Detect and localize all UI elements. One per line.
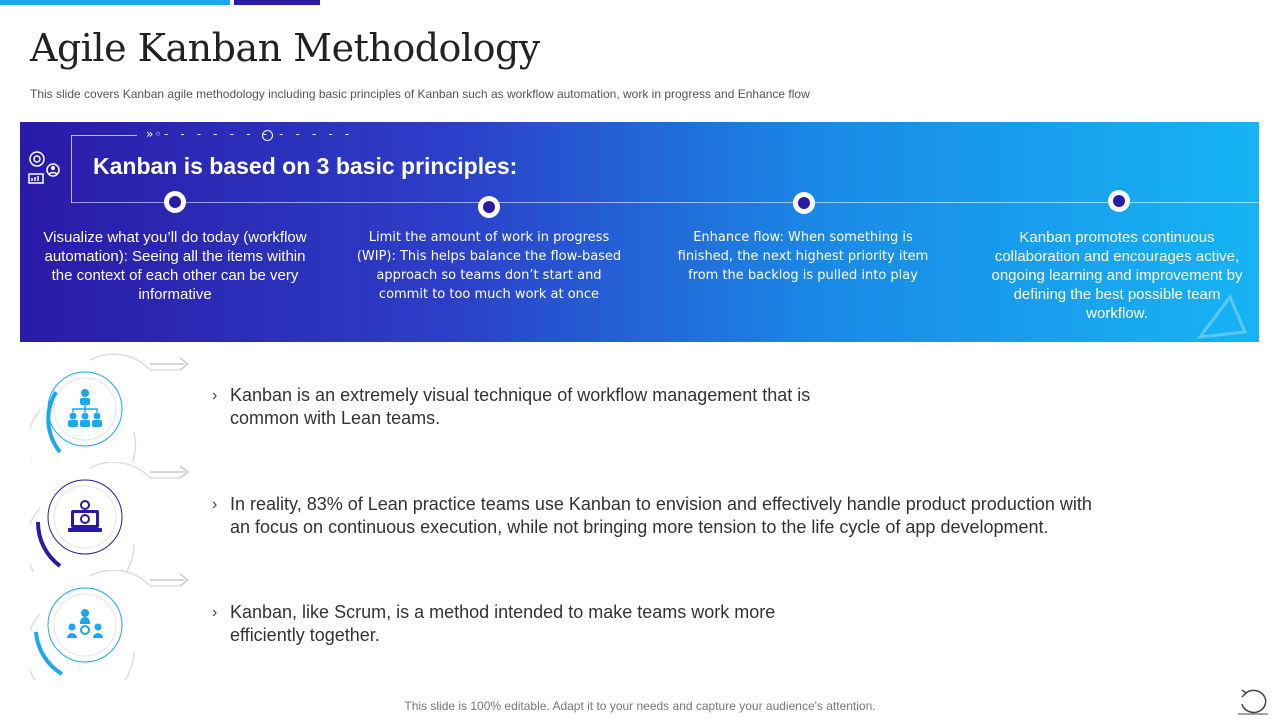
decorative-ring: [262, 130, 273, 141]
principle-text: Enhance flow: When something is finished, the next highest priority item from the backlog is pulled into play: [677, 230, 929, 283]
principle-text: Limit the amount of work in progress (WIP): This helps balance the flow-based approach so teams don’t start and commit to too much work at once: [356, 230, 622, 302]
footer-note: This slide is 100% editable. Adapt it to your needs and capture your audience's attention.: [404, 699, 876, 713]
banner-heading: Kanban is based on 3 basic principles:: [93, 153, 518, 179]
bullet-text-line: Kanban, like Scrum, is a method intended to make teams work more: [230, 602, 776, 622]
bullet-text-line: In reality, 83% of Lean practice teams use Kanban to envision and effectively handle product production with: [230, 494, 1092, 514]
org-chart-circle: [30, 352, 190, 462]
timeline-node: [1108, 190, 1130, 212]
refresh-cycle-icon: [1236, 686, 1270, 716]
bullet-point: [212, 601, 1112, 647]
principle-text: Visualize what you’ll do today (workflow automation): Seeing all the items within the context of each other can be very informative: [43, 229, 307, 303]
bullet-point: [212, 384, 1112, 430]
top-accent-bar-dark: [234, 0, 320, 5]
bullet-chevron-icon: ›: [212, 604, 218, 621]
bullet-text-line: an focus on continuous execution, while not bringing more tension to the life cycle of app development.: [230, 517, 1049, 537]
top-accent-bar-light: [0, 0, 230, 5]
principle-text: Kanban promotes continuous collaboration and encourages active, ongoing learning and improvement by defining the best possible team workflow.: [991, 229, 1243, 322]
bullet-chevron-icon: ›: [212, 496, 218, 513]
decorative-arrows: »◦- - - - - - - - - - - -: [146, 127, 352, 141]
org-chart-icon: [67, 388, 103, 432]
decorative-line: [71, 135, 137, 136]
analytics-gear-icon: [26, 148, 64, 186]
decorative-line: [71, 135, 72, 203]
timeline-node: [793, 192, 815, 214]
bullet-text-line: Kanban is an extremely visual technique of workflow management that is: [230, 385, 811, 405]
team-gear-icon: [66, 608, 104, 642]
bullet-text-line: common with Lean teams.: [230, 408, 441, 428]
decorative-triangle: [1190, 292, 1250, 342]
laptop-gear-circle: [30, 462, 190, 572]
bullet-point: [212, 493, 1252, 539]
timeline-line: [71, 202, 1259, 203]
principles-banner: [20, 122, 1259, 342]
bullet-chevron-icon: ›: [212, 387, 218, 404]
page-title: Agile Kanban Methodology: [30, 26, 540, 70]
timeline-node: [164, 191, 186, 213]
team-gear-circle: [30, 570, 190, 680]
page-subtitle: This slide covers Kanban agile methodology including basic principles of Kanban such as workflow automation, work in progress and Enhance flow: [30, 87, 810, 101]
bullet-text-line: efficiently together.: [230, 625, 380, 645]
timeline-node: [478, 196, 500, 218]
laptop-gear-icon: [66, 500, 104, 536]
